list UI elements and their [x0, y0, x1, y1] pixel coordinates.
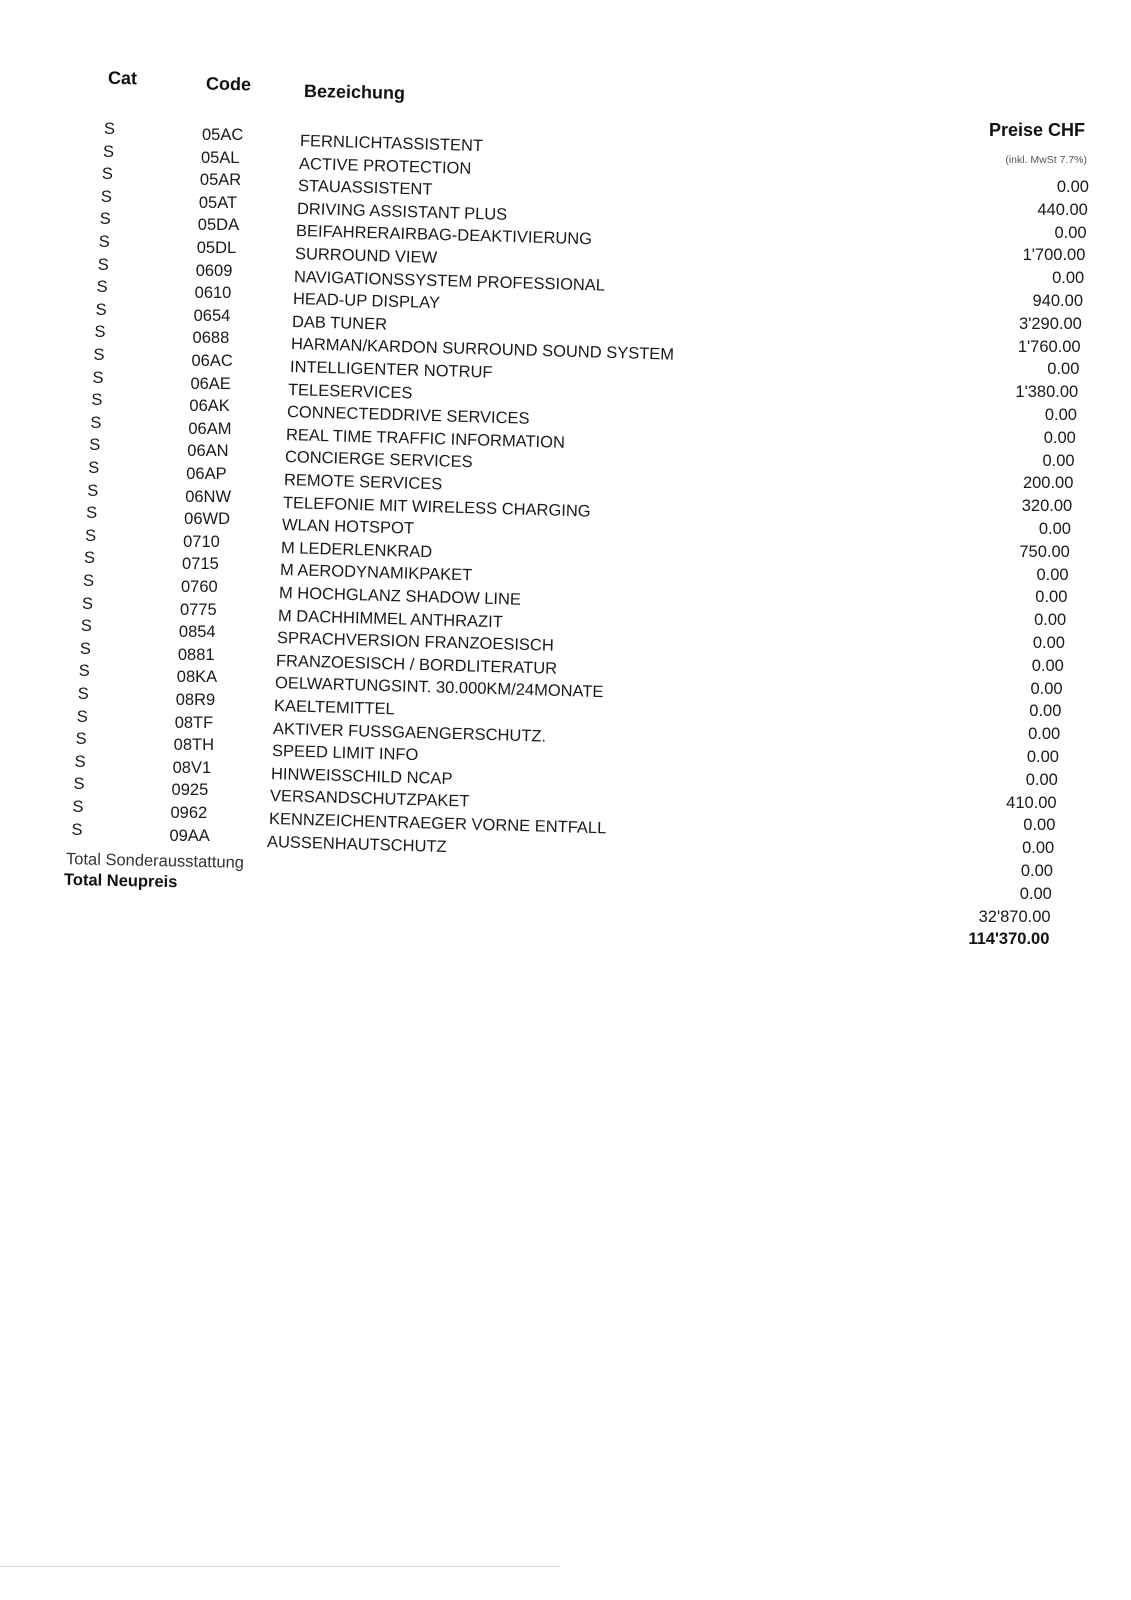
item-price: 0.00 — [1044, 405, 1077, 424]
item-cat: S — [72, 798, 84, 816]
item-cat: S — [88, 459, 100, 477]
item-code: 05AR — [199, 171, 242, 190]
item-cat: S — [81, 594, 93, 613]
item-price: 0.00 — [1022, 839, 1055, 858]
item-cat: S — [95, 300, 107, 319]
item-code: 0925 — [171, 781, 209, 800]
item-description: TELESERVICES — [288, 380, 414, 403]
item-code: 08TH — [173, 736, 214, 755]
item-code: 08V1 — [172, 758, 212, 777]
item-description: CONNECTEDDRIVE SERVICES — [287, 403, 531, 428]
item-cat: S — [79, 639, 91, 658]
item-price: 0.00 — [1052, 269, 1085, 288]
item-price: 0.00 — [1056, 178, 1089, 196]
item-description: VERSANDSCHUTZPAKET — [269, 787, 470, 811]
total-options-label: Total Sonderausstattung — [65, 850, 245, 872]
item-price: 0.00 — [1034, 611, 1067, 630]
item-description: CONCIERGE SERVICES — [285, 448, 474, 472]
item-cat: S — [99, 210, 111, 229]
item-cat: S — [75, 730, 87, 749]
item-price: 0.00 — [1028, 725, 1061, 744]
item-cat: S — [98, 233, 110, 251]
item-price: 0.00 — [1054, 223, 1087, 242]
item-price: 0.00 — [1031, 656, 1064, 675]
item-code: 06NW — [185, 487, 232, 506]
item-price: 0.00 — [1025, 770, 1058, 789]
item-description: HINWEISSCHILD NCAP — [270, 764, 453, 788]
total-options-value: 32'870.00 — [978, 907, 1051, 926]
item-code: 08R9 — [175, 691, 216, 709]
item-cat: S — [96, 278, 108, 297]
item-code: 0610 — [194, 284, 232, 303]
item-description: HEAD-UP DISPLAY — [292, 290, 440, 313]
total-new-price-value: 114'370.00 — [968, 930, 1050, 949]
header-cat: Cat — [107, 67, 138, 89]
scan-edge-line — [0, 1566, 560, 1567]
item-cat: S — [93, 346, 105, 364]
item-cat: S — [104, 120, 116, 138]
item-code: 0962 — [170, 804, 208, 822]
item-cat: S — [86, 504, 98, 523]
item-description: STAUASSISTENT — [297, 177, 433, 199]
item-price: 0.00 — [1020, 861, 1053, 880]
item-price: 1'760.00 — [1017, 337, 1081, 356]
item-description: BEIFAHRERAIRBAG-DEAKTIVIERUNG — [295, 222, 593, 249]
item-description: M LEDERLENKRAD — [280, 538, 433, 562]
item-cat: S — [74, 752, 86, 771]
item-description: REAL TIME TRAFFIC INFORMATION — [286, 425, 566, 452]
item-description: M AERODYNAMIKPAKET — [279, 561, 473, 585]
item-cat: S — [73, 775, 85, 794]
item-cat: S — [94, 323, 106, 342]
item-code: 0654 — [193, 306, 231, 325]
item-price: 0.00 — [1043, 428, 1076, 447]
item-code: 0775 — [179, 600, 217, 619]
item-cat: S — [84, 549, 96, 568]
item-code: 0854 — [178, 623, 216, 642]
item-description: FRANZOESISCH / BORDLITERATUR — [275, 651, 558, 678]
item-description: DRIVING ASSISTANT PLUS — [296, 199, 508, 224]
item-price: 200.00 — [1022, 474, 1074, 493]
item-price: 0.00 — [1047, 360, 1080, 379]
item-cat: S — [76, 707, 88, 726]
item-price: 0.00 — [1023, 816, 1056, 835]
item-cat: S — [87, 481, 99, 500]
item-description: TELEFONIE MIT WIRELESS CHARGING — [282, 493, 592, 521]
item-description: SPEED LIMIT INFO — [271, 742, 419, 765]
item-price: 0.00 — [1036, 565, 1069, 584]
item-description: INTELLIGENTER NOTRUF — [289, 358, 493, 382]
item-price: 0.00 — [1030, 679, 1063, 698]
item-code: 05DA — [197, 216, 240, 235]
total-new-price-label: Total Neupreis — [63, 870, 178, 892]
item-price: 0.00 — [1035, 588, 1068, 607]
item-description: DAB TUNER — [291, 312, 387, 334]
item-price: 750.00 — [1019, 542, 1070, 561]
item-code: 05AC — [202, 126, 244, 144]
item-description: KAELTEMITTEL — [273, 697, 395, 719]
item-cat: S — [100, 187, 112, 206]
item-description: SPRACHVERSION FRANZOESISCH — [276, 629, 554, 655]
item-code: 06AM — [188, 419, 232, 438]
header-code: Code — [205, 73, 252, 95]
header-price-note: (inkl. MwSt 7.7%) — [1005, 154, 1087, 166]
item-cat: S — [71, 820, 83, 839]
item-price: 940.00 — [1032, 291, 1083, 310]
item-code: 09AA — [169, 826, 210, 845]
item-description: KENNZEICHENTRAEGER VORNE ENTFALL — [268, 810, 607, 838]
item-price: 440.00 — [1037, 200, 1088, 219]
item-cat: S — [102, 142, 114, 161]
item-price: 3'290.00 — [1019, 314, 1082, 333]
item-code: 0710 — [183, 532, 220, 551]
item-cat: S — [80, 617, 92, 636]
item-cat: S — [85, 526, 97, 545]
item-cat: S — [77, 685, 89, 703]
item-code: 0715 — [182, 555, 219, 574]
item-price: 0.00 — [1026, 747, 1059, 766]
item-description: OELWARTUNGSINT. 30.000KM/24MONATE — [274, 674, 604, 702]
item-description: NAVIGATIONSSYSTEM PROFESSIONAL — [293, 267, 605, 295]
item-code: 0760 — [181, 578, 218, 596]
item-cat: S — [91, 391, 103, 410]
item-code: 06AE — [190, 374, 231, 393]
item-description: HARMAN/KARDON SURROUND SOUND SYSTEM — [290, 335, 674, 365]
item-description: M DACHHIMMEL ANTHRAZIT — [277, 606, 504, 631]
item-cat: S — [89, 436, 101, 455]
item-price: 0.00 — [1019, 884, 1052, 903]
item-description: FERNLICHTASSISTENT — [299, 132, 484, 156]
price-column — [829, 176, 1089, 951]
item-code: 05DL — [196, 239, 237, 257]
item-price: 320.00 — [1021, 497, 1073, 516]
item-code: 06AK — [189, 397, 230, 416]
item-description: M HOCHGLANZ SHADOW LINE — [278, 584, 522, 609]
item-price: 0.00 — [1029, 702, 1062, 721]
item-code: 0881 — [177, 645, 215, 664]
item-price: 410.00 — [1006, 793, 1057, 812]
item-code: 06AC — [191, 352, 233, 370]
item-code: 05AL — [200, 148, 240, 167]
item-code: 05AT — [198, 193, 238, 212]
item-price: 0.00 — [1038, 519, 1071, 538]
item-code: 06WD — [184, 510, 230, 529]
item-description: ACTIVE PROTECTION — [298, 154, 472, 178]
item-price: 0.00 — [1032, 633, 1065, 652]
item-code: 06AP — [186, 465, 227, 483]
item-code: 0609 — [195, 261, 233, 280]
item-description: SURROUND VIEW — [294, 245, 438, 267]
item-code: 0688 — [192, 329, 230, 348]
item-description: AUSSENHAUTSCHUTZ — [267, 832, 448, 856]
table-row — [0, 118, 1131, 156]
header-description: Bezeichung — [303, 80, 406, 104]
item-price: 1'380.00 — [1015, 383, 1079, 402]
item-cat: S — [78, 662, 90, 681]
item-price: 1'700.00 — [1022, 246, 1086, 265]
table-row — [0, 141, 1131, 178]
item-description: REMOTE SERVICES — [283, 471, 443, 494]
item-cat: S — [92, 368, 104, 387]
item-description: WLAN HOTSPOT — [281, 516, 415, 538]
item-cat: S — [83, 572, 95, 590]
item-code: 08TF — [174, 713, 214, 732]
item-code: 08KA — [176, 668, 218, 687]
item-code: 06AN — [187, 442, 229, 461]
item-price: 0.00 — [1042, 451, 1075, 470]
item-cat: S — [101, 165, 113, 184]
item-cat: S — [97, 255, 109, 274]
item-cat: S — [90, 413, 102, 432]
item-description: AKTIVER FUSSGAENGERSCHUTZ. — [272, 719, 547, 746]
header-price: Preise CHF — [988, 120, 1085, 140]
